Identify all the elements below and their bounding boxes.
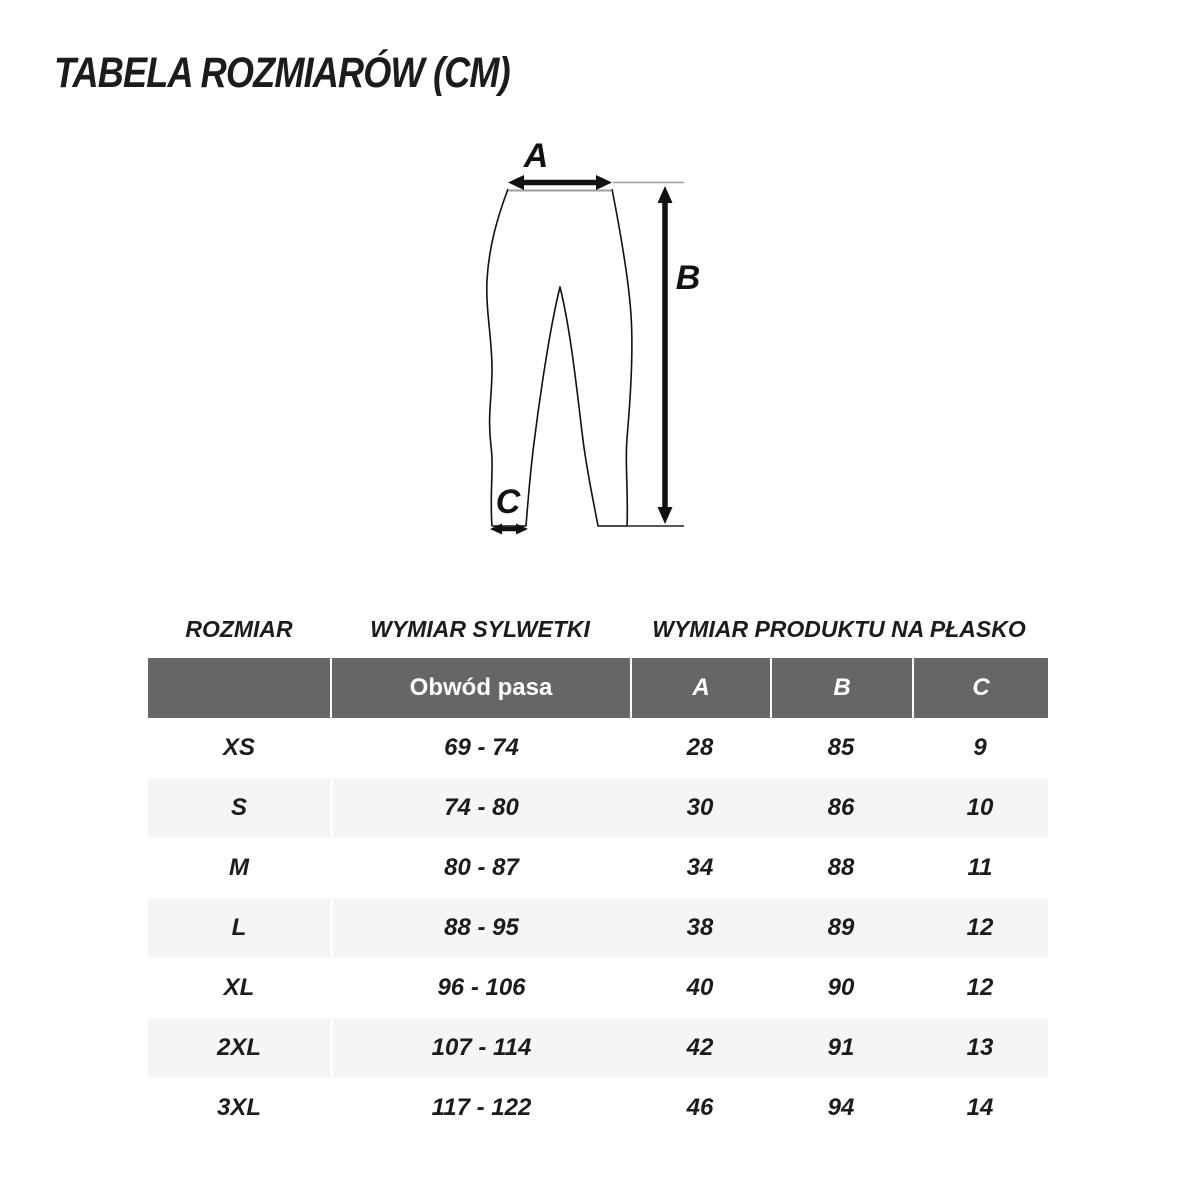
table-row: [148, 718, 1048, 778]
cell-size: XL: [223, 974, 255, 1001]
table-row: [148, 958, 1048, 1018]
cell-b: 86: [827, 794, 855, 821]
table-row: [148, 838, 1048, 898]
table-row: [148, 1078, 1048, 1138]
cell-c: 12: [966, 914, 994, 941]
cell-a: 28: [686, 734, 714, 761]
cell-a: 42: [686, 1034, 714, 1061]
cell-waist: 74 - 80: [330, 778, 630, 838]
table-row: [148, 898, 1048, 958]
cell-size: S: [230, 794, 247, 821]
cell-waist: 88 - 95: [330, 898, 630, 958]
cell-waist: 69 - 74: [330, 718, 630, 778]
measure-arrow-b: [658, 186, 673, 524]
size-diagram: [440, 130, 760, 560]
cell-c: 12: [966, 974, 994, 1001]
cell-waist: 107 - 114: [330, 1018, 630, 1078]
cell-a: 38: [686, 914, 714, 941]
cell-c: 9: [973, 734, 987, 761]
cell-size: L: [231, 914, 247, 941]
cell-b: 85: [827, 734, 855, 761]
diagram-label-b: B: [675, 259, 701, 297]
cell-b: 90: [827, 974, 855, 1001]
table-group-headers: [148, 612, 1048, 646]
diagram-label-c: C: [495, 483, 521, 521]
header-cell-b: B: [770, 658, 912, 718]
group-header-wymiar-sylwetki: WYMIAR SYLWETKI: [370, 615, 590, 642]
cell-waist: 80 - 87: [330, 838, 630, 898]
cell-size: 3XL: [216, 1094, 261, 1121]
measure-arrow-c: [490, 524, 528, 535]
cell-a: 30: [686, 794, 714, 821]
diagram-label-a: A: [523, 137, 549, 175]
cell-c: 11: [967, 854, 993, 881]
header-cell-waist: Obwód pasa: [330, 658, 630, 718]
cell-b: 94: [827, 1094, 855, 1121]
cell-b: 91: [827, 1034, 855, 1061]
group-header-rozmiar: ROZMIAR: [185, 615, 293, 642]
header-cell-a: A: [630, 658, 770, 718]
cell-waist: 117 - 122: [330, 1078, 630, 1138]
cell-b: 88: [827, 854, 855, 881]
size-table: [148, 658, 1048, 1138]
table-row: [148, 1018, 1048, 1078]
cell-c: 13: [966, 1034, 994, 1061]
cell-size: 2XL: [216, 1034, 261, 1061]
cell-a: 46: [686, 1094, 714, 1121]
header-cell-c: C: [912, 658, 1048, 718]
page-title: TABELA ROZMIARÓW (CM): [54, 49, 510, 97]
cell-c: 10: [966, 794, 994, 821]
cell-c: 14: [966, 1094, 994, 1121]
cell-a: 40: [686, 974, 714, 1001]
cell-size: XS: [222, 734, 255, 761]
table-header-row: [148, 658, 1048, 718]
group-header-wymiar-produktu: WYMIAR PRODUKTU NA PŁASKO: [652, 615, 1026, 642]
cell-b: 89: [827, 914, 855, 941]
pants-diagram-svg: [440, 130, 760, 560]
measure-arrow-a: [508, 175, 612, 190]
cell-waist: 96 - 106: [330, 958, 630, 1018]
pants-outline: [487, 189, 632, 526]
header-cell-size: [148, 658, 330, 718]
cell-size: M: [229, 854, 249, 881]
table-body: [148, 718, 1048, 1138]
table-row: [148, 778, 1048, 838]
cell-a: 34: [686, 854, 714, 881]
